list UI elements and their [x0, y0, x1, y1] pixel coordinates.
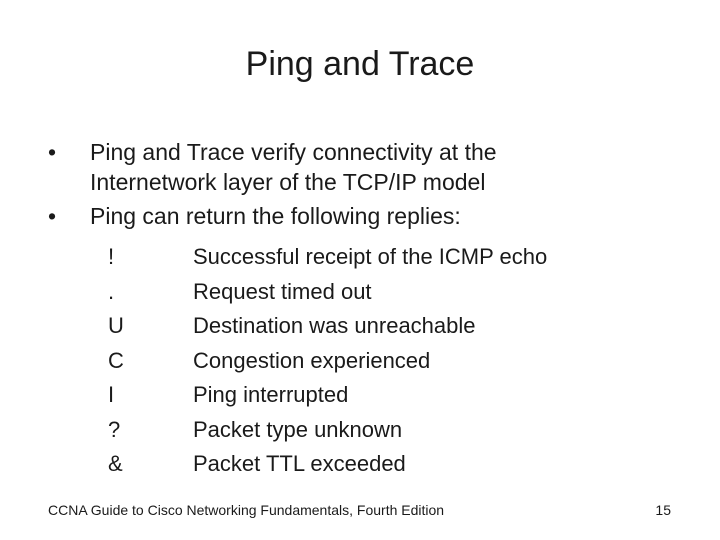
bullet-text-line: Internetwork layer of the TCP/IP model — [90, 169, 486, 195]
reply-description: Ping interrupted — [193, 382, 349, 407]
bullet-text-line: Ping can return the following replies: — [90, 203, 461, 229]
reply-code: U — [108, 313, 124, 338]
reply-code: . — [108, 278, 115, 304]
page-number: 15 — [655, 502, 671, 518]
reply-code: C — [108, 347, 124, 373]
reply-code: ! — [108, 244, 115, 269]
reply-description: Request timed out — [193, 278, 372, 304]
reply-description: Packet type unknown — [193, 416, 403, 442]
bullet-text-line: Ping and Trace verify connectivity at the — [90, 139, 497, 165]
bullet-item — [48, 201, 668, 231]
bullet-list — [48, 137, 668, 235]
slide-footer: CCNA Guide to Cisco Networking Fundamentals, Fourth Edition — [48, 502, 445, 518]
reply-code: & — [108, 451, 123, 476]
reply-description: Successful receipt of the ICMP echo — [193, 244, 548, 269]
reply-code: I — [108, 382, 115, 407]
reply-code: ? — [108, 416, 121, 442]
slide-title: Ping and Trace — [245, 45, 475, 83]
bullet-marker: • — [48, 203, 57, 229]
reply-description: Congestion experienced — [193, 347, 431, 373]
bullet-item — [48, 137, 668, 197]
reply-description: Destination was unreachable — [193, 313, 476, 338]
reply-description: Packet TTL exceeded — [193, 451, 406, 476]
bullet-marker: • — [48, 139, 57, 165]
